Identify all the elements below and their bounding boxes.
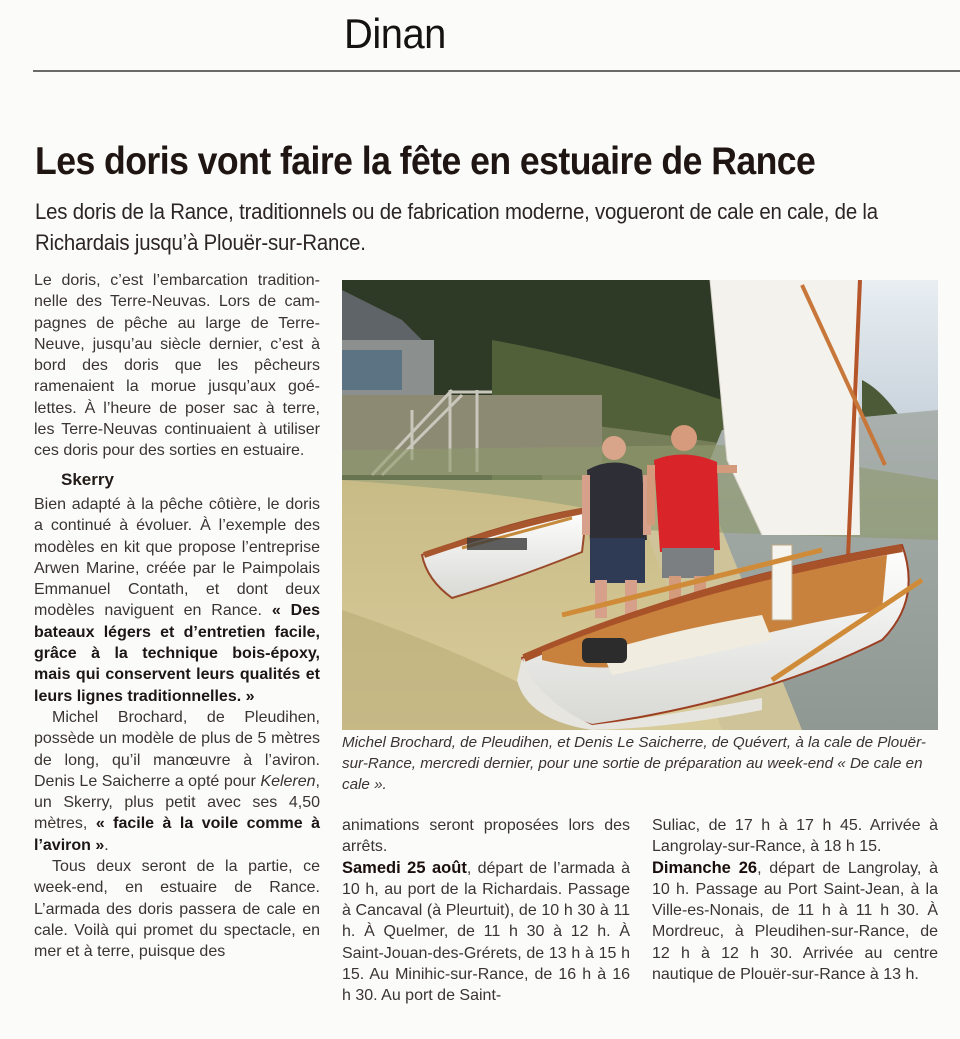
paragraph-armada: Tous deux seront de la partie, ce week-end, en estuaire de Rance. L’armada des doris passera de cale en cale. Voilà qui promet du spectacle, en mer et à terre, puisque des	[34, 858, 320, 961]
intro-paragraph: Le doris, c’est l’embarcation traditionnelle des Terre-Neuvas. Lors de campagnes de pêche au large de Terre-Neuve, jusqu’au siècle dernier, c’est à bord des doris que les pêcheurs ramenaient la morue jusqu’aux goélettes. À l’heure de poser sac à terre, les Terre-Neuvas continuaient à utiliser ces doris pour des sorties en estuaire.	[34, 272, 320, 460]
photo-caption: Michel Brochard, de Pleudihen, et Denis Le Saicherre, de Quévert, à la cale de Plouër-sur-Rance, mercredi dernier, pour une sortie de préparation au week-end « De cale en cale ».	[342, 734, 926, 793]
paragraph-text: , un Skerry, plus petit avec ses 4,50 mètres,	[34, 772, 320, 833]
article-column-1	[34, 270, 320, 963]
schedule-day-label: Dimanche 26	[652, 858, 758, 877]
article-photo	[342, 280, 938, 730]
paragraph-text: Bien adapté à la pêche côtière, le doris a continué à évoluer. À l’exemple des modèles en kit que propose l’entreprise Arwen Marine, créée par le Paimpolais Emmanuel Contath, et dont deux modèles naviguent en Rance.	[34, 495, 320, 620]
schedule-day-label: Samedi 25 août	[342, 858, 467, 877]
paragraph-owners	[34, 707, 320, 856]
paragraph-armada-continued: animations seront proposées lors des arrêts.	[342, 817, 630, 856]
schedule-text: , départ de Langrolay, à 10 h. Passage au Port Saint-Jean, à la Ville-es-Nonais, de 11 h à 11 h 30. À Mordreuc, à Pleudihen-sur-Rance, de 12 h à 12 h 30. Arrivée au centre nautique de Plouër-sur-Rance à 13 h.	[652, 859, 938, 984]
paragraph-skerry	[34, 494, 320, 707]
schedule-sunday	[652, 858, 938, 986]
schedule-saturday	[342, 858, 630, 1007]
schedule-saturday-continued: Suliac, de 17 h à 17 h 45. Arrivée à Langrolay-sur-Rance, à 18 h 15.	[652, 817, 938, 856]
article-column-2	[342, 815, 630, 1007]
paragraph-text: Michel Brochard, de Pleudihen, possède un modèle de plus de 5 mètres de long, qu’il manœuvre à l’aviron. Denis Le Saicherre a opté pour	[34, 708, 320, 790]
article-column-3	[652, 815, 938, 985]
quote: « facile à la voile comme à l’aviron »	[34, 815, 321, 854]
subheading: Skerry	[61, 469, 114, 489]
section-title: Dinan	[344, 10, 446, 57]
paragraph-text: .	[104, 836, 109, 854]
schedule-text: , départ de l’armada à 10 h, au port de la Richardais. Passage à Cancaval (à Pleurtuit), de 10 h 30 à 11 h. À Quelmer, de 11 h 30 à 12 h. À Saint-Jouan-des-Grérets, de 13 h à 15 h 15. Au Minihic-sur-Rance, de 16 h à 16 h 30. Au port de Saint-	[342, 859, 630, 1005]
quote: « Des bateaux légers et d’entretien facile, grâce à la technique bois-époxy, mais qui conservent leurs qualités et leurs lignes traditionnelles. »	[34, 602, 321, 705]
section-divider	[33, 70, 960, 72]
article-standfirst: Les doris de la Rance, traditionnels ou de fabrication moderne, vogueront de cale en cale, de la Richardais jusqu’à Plouër-sur-Rance.	[35, 199, 878, 255]
boat-name: Keleren	[260, 772, 316, 790]
photo-boats-beach	[342, 280, 938, 730]
article-headline: Les doris vont faire la fête en estuaire de Rance	[35, 140, 816, 183]
